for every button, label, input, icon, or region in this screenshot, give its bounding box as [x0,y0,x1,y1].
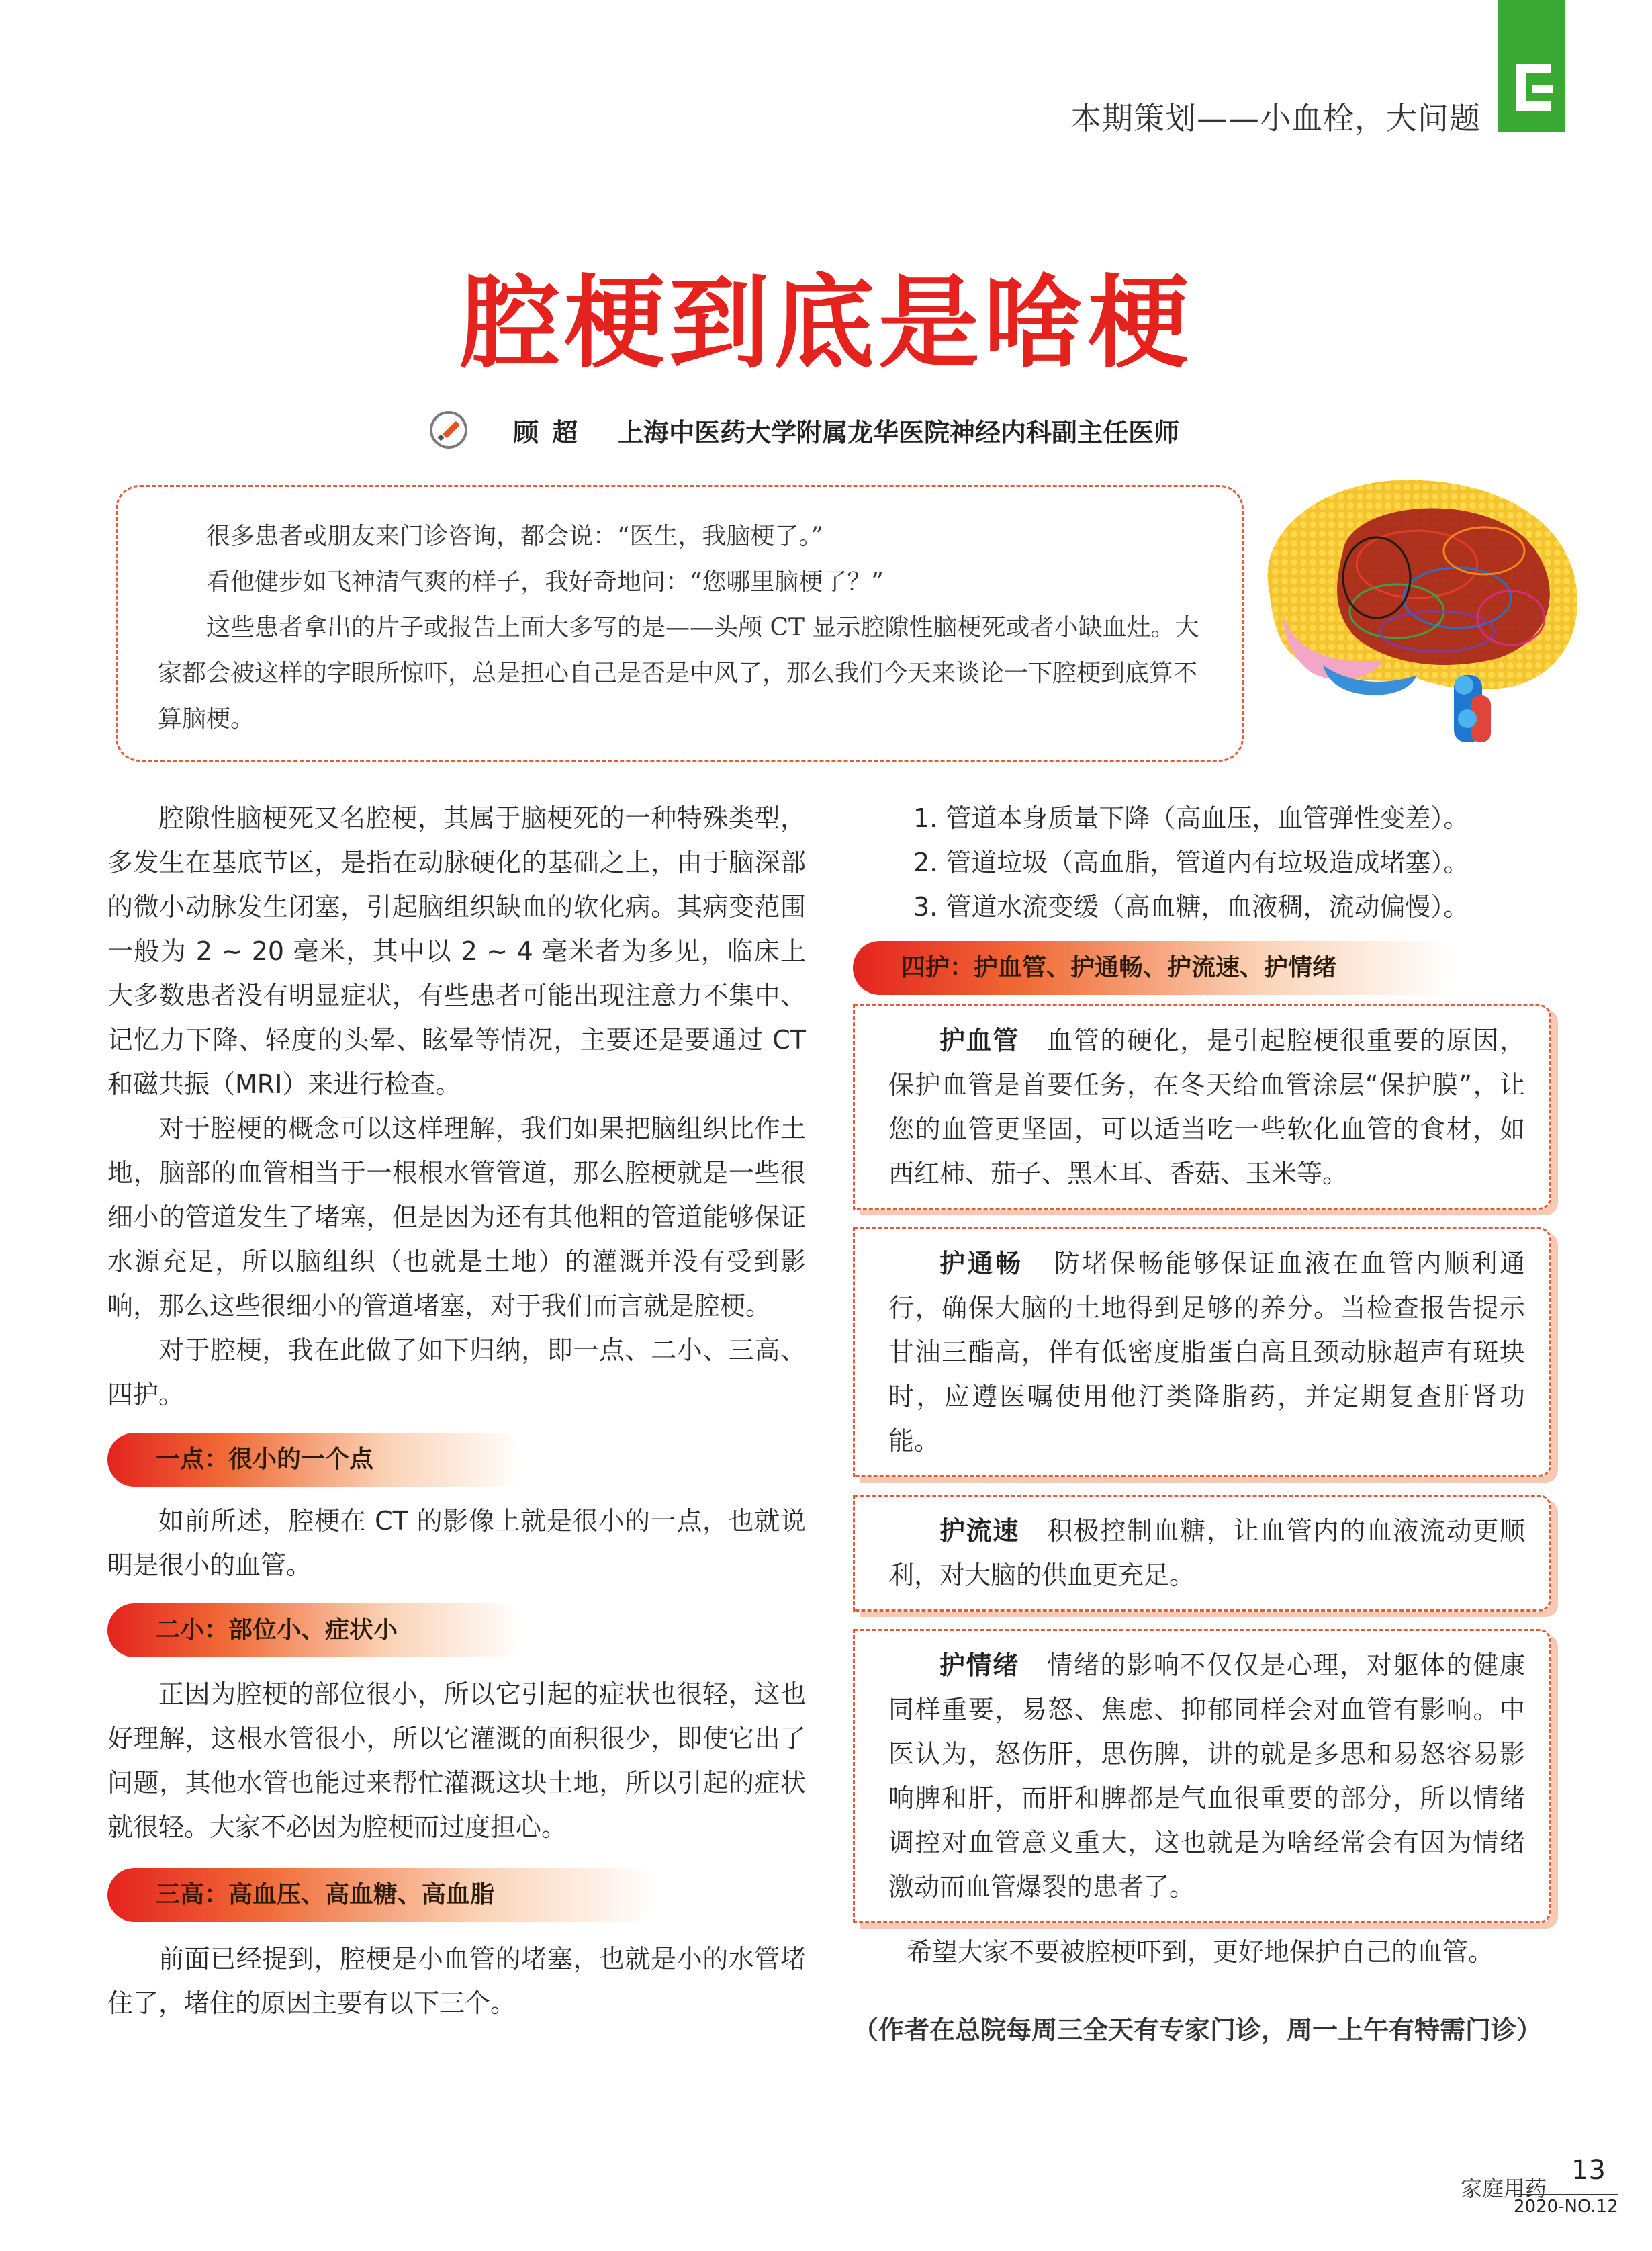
closing-line: 希望大家不要被腔梗吓到，更好地保护自己的血管。 [907,1937,1494,1967]
issue-number: 2020-NO.12 [1514,2194,1618,2217]
care-card [853,1227,1551,1477]
author-note: （作者在总院每周三全天有专家门诊，周一上午有特需门诊） [853,2015,1543,2045]
subheading-pill: 一点：很小的一个点 [107,1433,524,1487]
card-text: 血管的硬化，是引起腔梗很重要的原因，保护血管是首要任务，在冬天给血管涂层“保护膜”，让您的血管更坚固，可以适当吃一些软化血管的食材，如西红柿、茄子、黑木耳、香菇、玉米等。 [888,1026,1525,1188]
subheading-pill: 四护：护血管、护通畅、护流速、护情绪 [853,941,1457,995]
body-paragraph: 正因为腔梗的部位很小，所以它引起的症状也很轻，这也好理解，这根水管很小，所以它灌溉的面积很少，即使它出了问题，其他水管也能过来帮忙灌溉这块土地，所以引起的症状就很轻。大家不必因为腔梗而过度担心。 [107,1679,806,1842]
list-item: 1. 管道本身质量下降（高血压，血管弹性变差）。 [913,803,1469,833]
author-affiliation: 上海中医药大学附属龙华医院神经内科副主任医师 [618,417,1180,447]
subheading-pill: 三高：高血压、高血糖、高血脂 [107,1868,658,1922]
body-paragraph: 前面已经提到，腔梗是小血管的堵塞，也就是小的水管堵住了，堵住的原因主要有以下三个。 [107,1944,806,2018]
care-card [853,1004,1551,1210]
intro-paragraph: 很多患者或朋友来门诊咨询，都会说：“医生，我脑梗了。” [206,523,823,550]
card-term: 护通畅 [939,1249,1023,1278]
card-text: 防堵保畅能够保证血液在血管内顺利通行，确保大脑的土地得到足够的养分。当检查报告提示甘油三酯高，伴有低密度脂蛋白高且颈动脉超声有斑块时，应遵医嘱使用他汀类降脂药，并定期复查肝肾功能。 [888,1249,1525,1456]
right-column [853,796,1551,2052]
card-text: 积极控制血糖，让血管内的血液流动更顺利，对大脑的供血更充足。 [888,1516,1525,1590]
body-paragraph: 腔隙性脑梗死又名腔梗，其属于脑梗死的一种特殊类型，多发生在基底节区，是指在动脉硬化的基础之上，由于脑深部的微小动脉发生闭塞，引起脑组织缺血的软化病。其病变范围一般为 2 ~ 20 毫米，其中以 2 ~ 4 毫米者为多见，临床上大多数患者没有明显症状，有些患者可能出现注意力不集中、记忆力下降、轻度的头晕、眩晕等情况，主要还是要通过 CT 和磁共振（MRI）来进行检查。 [107,803,806,1099]
left-column [107,796,806,2025]
pen-icon [430,411,467,449]
body-paragraph: 对于腔梗，我在此做了如下归纳，即一点、二小、三高、四护。 [107,1335,806,1409]
subheading-pill: 二小：部位小、症状小 [107,1603,524,1657]
body-paragraph: 如前所述，腔梗在 CT 的影像上就是很小的一点，也就说明是很小的血管。 [107,1506,806,1580]
cause-list [853,796,1551,929]
intro-paragraph: 这些患者拿出的片子或报告上面大多写的是——头颅 CT 显示腔隙性脑梗死或者小缺血灶。大家都会被这样的字眼所惊吓，总是担心自己是否是中风了，那么我们今天来谈论一下腔梗到底算不算脑梗。 [158,614,1199,733]
author-name: 顾超 [513,417,592,447]
section-corner-tab [1498,0,1565,132]
card-term: 护情绪 [939,1650,1019,1680]
care-card [853,1495,1551,1612]
care-card [853,1629,1551,1923]
article-title: 腔梗到底是啥梗 [459,265,1193,382]
card-term: 护流速 [939,1516,1019,1546]
card-term: 护血管 [939,1026,1019,1055]
byline [430,411,1179,449]
brain-illustration [1242,464,1592,752]
page-number: 13 [1571,2155,1606,2186]
list-item: 3. 管道水流变缓（高血糖，血液稠，流动偏慢）。 [913,892,1469,922]
intro-box [116,485,1244,762]
list-item: 2. 管道垃圾（高血脂，管道内有垃圾造成堵塞）。 [913,848,1469,877]
magazine-name: 家庭用药 [1461,2176,1547,2201]
corner-glyph-icon [1516,64,1551,111]
card-text: 情绪的影响不仅仅是心理，对躯体的健康同样重要，易怒、焦虑、抑郁同样会对血管有影响。中医认为，怒伤肝，思伤脾，讲的就是多思和易怒容易影响脾和肝，而肝和脾都是气血很重要的部分，所以情绪调控对血管意义重大，这也就是为啥经常会有因为情绪激动而血管爆裂的患者了。 [888,1650,1525,1902]
intro-paragraph: 看他健步如飞神清气爽的样子，我好奇地问：“您哪里脑梗了？” [206,568,884,596]
section-header: 本期策划——小血栓，大问题 [1070,100,1481,136]
body-paragraph: 对于腔梗的概念可以这样理解，我们如果把脑组织比作土地，脑部的血管相当于一根根水管管道，那么腔梗就是一些很细小的管道发生了堵塞，但是因为还有其他粗的管道能够保证水源充足，所以脑组织（也就是土地）的灌溉并没有受到影响，那么这些很细小的管道堵塞，对于我们而言就是腔梗。 [107,1114,806,1321]
